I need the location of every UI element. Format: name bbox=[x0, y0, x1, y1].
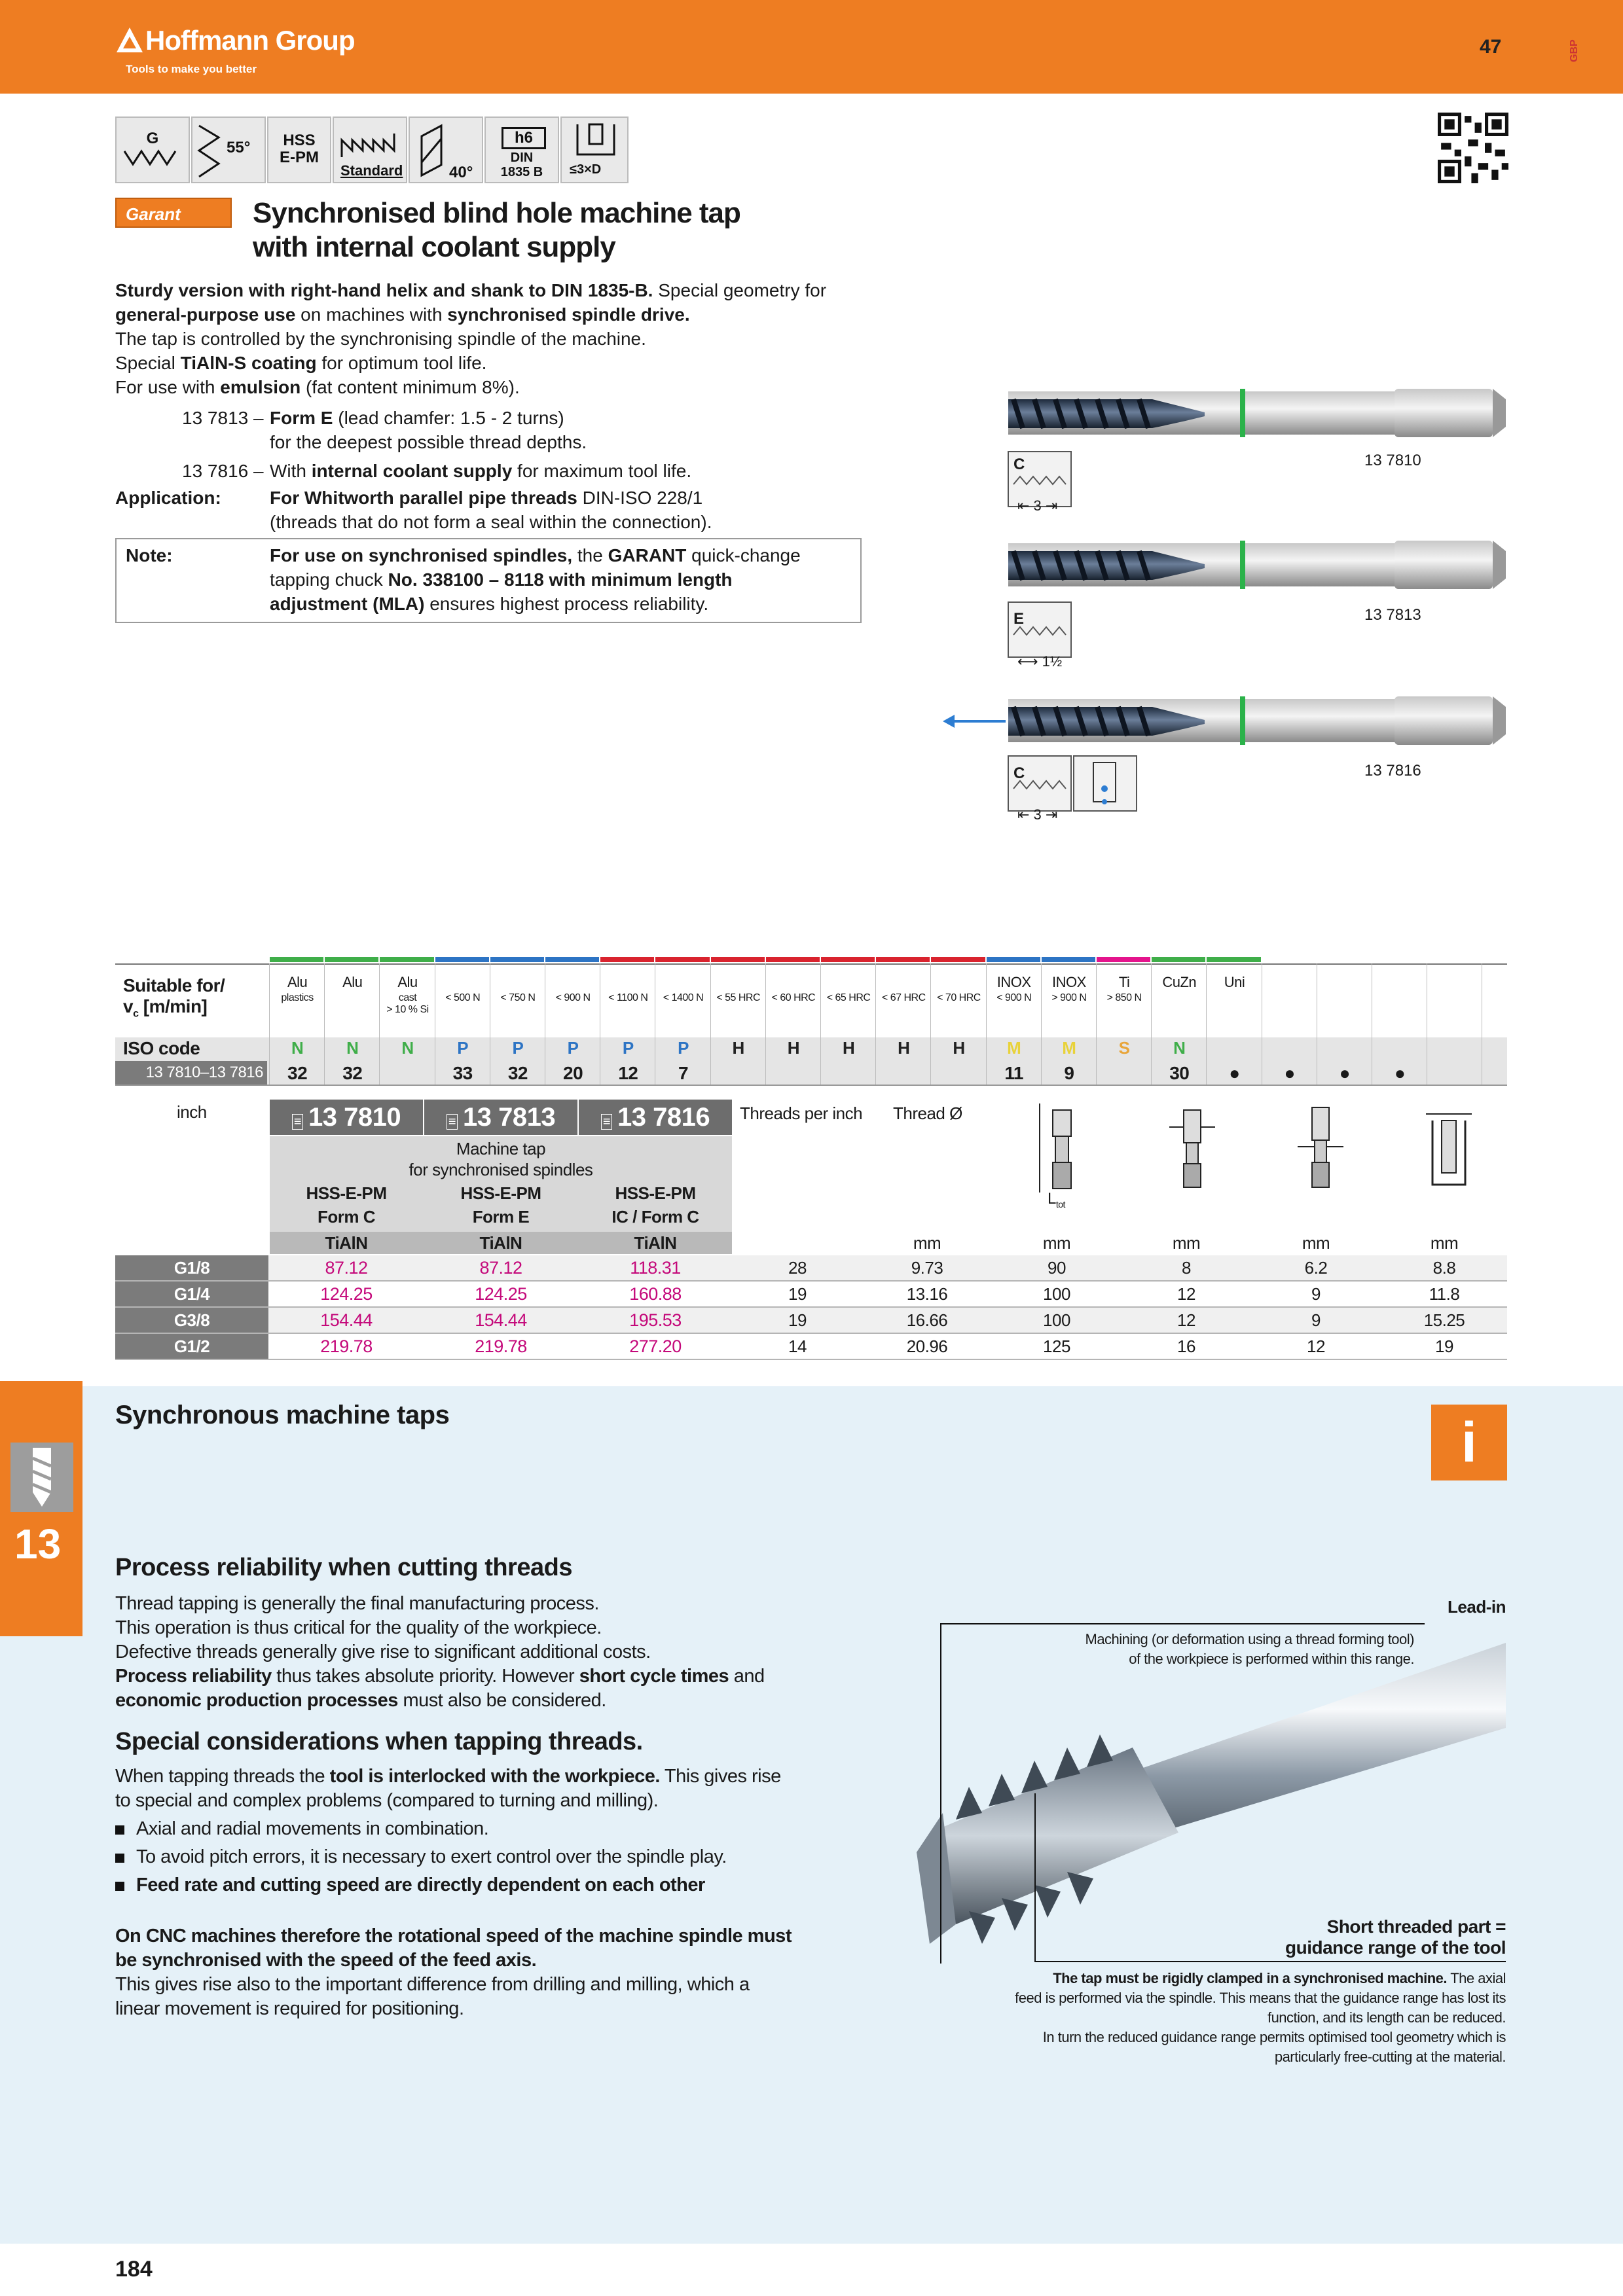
material-sub: > 850 N bbox=[1106, 992, 1142, 1003]
inch-label: inch bbox=[177, 1102, 207, 1122]
leadin-bracket bbox=[940, 1623, 941, 1964]
table-cell: 19 bbox=[788, 1310, 807, 1330]
material-color-bar bbox=[1042, 957, 1095, 962]
para-bold: short cycle times bbox=[579, 1666, 729, 1687]
col-code-13-7810: ≡ 13 7810 bbox=[270, 1100, 423, 1135]
thread-size: G1/8 bbox=[115, 1255, 268, 1280]
desc-text: quick-change bbox=[686, 545, 801, 565]
price-cell[interactable]: 160.88 bbox=[629, 1284, 682, 1304]
material-sub: < 900 N bbox=[996, 992, 1032, 1003]
desc-bold: Sturdy version with right-hand helix and shank to DIN 1835-B. bbox=[115, 280, 653, 300]
application-text bbox=[270, 486, 702, 510]
price-cell[interactable]: 124.25 bbox=[475, 1284, 527, 1304]
material-color-bar bbox=[1482, 957, 1536, 962]
para-text: and bbox=[729, 1666, 765, 1687]
cutting-speed: 7 bbox=[678, 1063, 689, 1083]
product-title bbox=[253, 196, 740, 264]
table-cell: 8 bbox=[1182, 1258, 1191, 1278]
leadin-line-1: Machining (or deformation using a thread forming tool) bbox=[1085, 1631, 1414, 1647]
material-name: INOX bbox=[1051, 974, 1086, 990]
hoffmann-logo-icon bbox=[115, 26, 144, 55]
symbol-standard-label: Standard bbox=[340, 162, 403, 179]
tool3-chamfer: ⇤ 3 ⇥ bbox=[1017, 806, 1058, 823]
table-cell: 125 bbox=[1043, 1336, 1070, 1356]
para-text: When tapping threads the bbox=[115, 1766, 330, 1787]
unit-hole: mm bbox=[1430, 1233, 1459, 1253]
unit-square: mm bbox=[1302, 1233, 1330, 1253]
symbol-depth-label: ≤3×D bbox=[570, 162, 602, 177]
item2-text bbox=[270, 459, 691, 483]
short-text-4: In turn the reduced guidance range permits optimised tool geometry which is bbox=[1042, 2029, 1506, 2045]
desc-text: The tap is controlled by the synchronising spindle of the machine. bbox=[115, 329, 646, 349]
desc-bold: adjustment (MLA) bbox=[270, 594, 425, 614]
table-cell: 100 bbox=[1043, 1310, 1070, 1330]
table-cell: 100 bbox=[1043, 1284, 1070, 1304]
cutting-speed: ● bbox=[1229, 1063, 1240, 1083]
coating-3: TiAlN bbox=[634, 1233, 677, 1253]
material-color-bar bbox=[931, 957, 985, 962]
material-name: Alu bbox=[342, 974, 363, 990]
symbol-thread-label: G bbox=[146, 130, 159, 147]
col-code-2: 13 7813 bbox=[463, 1103, 556, 1132]
table-cell: 6.2 bbox=[1304, 1258, 1328, 1278]
material-color-bar bbox=[1317, 957, 1371, 962]
short-title-2: guidance range of the tool bbox=[1285, 1937, 1506, 1958]
material-sub: < 65 HRC bbox=[826, 992, 871, 1003]
short-text-2: feed is performed via the spindle. This means that the guidance range has lost its bbox=[1015, 1990, 1506, 2006]
tool2-chamfer: ⟷ 1½ bbox=[1017, 653, 1063, 670]
iso-code: M bbox=[1062, 1038, 1076, 1058]
material-color-bar bbox=[490, 957, 544, 962]
desc-bold: For use on synchronised spindles, bbox=[270, 545, 573, 565]
material-color-bar bbox=[821, 957, 875, 962]
desc-text: For use with bbox=[115, 377, 221, 397]
desc-text: DIN-ISO 228/1 bbox=[577, 488, 703, 508]
bullet-3: Feed rate and cutting speed are directly dependent on each other bbox=[136, 1874, 705, 1895]
iso-code: N bbox=[1173, 1038, 1186, 1058]
price-cell[interactable]: 219.78 bbox=[475, 1336, 527, 1356]
tool1-form: C bbox=[1013, 456, 1025, 473]
material-color-bar bbox=[987, 957, 1040, 962]
bullet-2: To avoid pitch errors, it is necessary to exert control over the spindle play. bbox=[136, 1846, 727, 1867]
cutting-speed: ● bbox=[1284, 1063, 1295, 1083]
table-cell: 13.16 bbox=[906, 1284, 948, 1304]
column-separator bbox=[930, 963, 931, 1085]
short-text-1: The axial bbox=[1447, 1970, 1506, 1986]
iso-code: H bbox=[842, 1038, 855, 1058]
column-separator bbox=[820, 963, 821, 1085]
table-cell: 9 bbox=[1311, 1284, 1321, 1304]
bullet-1: Axial and radial movements in combination. bbox=[136, 1818, 489, 1839]
info-icon[interactable]: i bbox=[1431, 1405, 1507, 1480]
desc-text: the bbox=[572, 545, 608, 565]
cutting-speed: 32 bbox=[287, 1063, 308, 1083]
blind-hole-icon bbox=[575, 122, 617, 158]
desc-bold: Form E bbox=[270, 408, 333, 428]
cutting-speed: ● bbox=[1339, 1063, 1351, 1083]
price-cell[interactable]: 277.20 bbox=[629, 1336, 682, 1356]
tool2-form: E bbox=[1013, 610, 1025, 628]
iso-code: P bbox=[678, 1038, 689, 1058]
tool-13-7816 bbox=[943, 696, 1506, 745]
cutting-speed: 32 bbox=[342, 1063, 363, 1083]
material-name: Alu bbox=[397, 974, 418, 990]
material-color-bar bbox=[1207, 957, 1260, 962]
desc-text: for maximum tool life. bbox=[512, 461, 692, 481]
cutting-speed: 12 bbox=[618, 1063, 638, 1083]
product-title-line2: with internal coolant supply bbox=[253, 231, 615, 263]
price-cell[interactable]: 154.44 bbox=[475, 1310, 527, 1330]
symbol-shank-tol: h6 bbox=[501, 127, 546, 149]
region-code: GBP bbox=[1569, 39, 1580, 62]
material-name: INOX bbox=[996, 974, 1031, 990]
material-color-bar bbox=[270, 957, 323, 962]
form-2: Form E bbox=[472, 1207, 530, 1227]
special-heading: Special considerations when tapping threads. bbox=[115, 1728, 643, 1755]
suitable-title-sub: c bbox=[133, 1008, 139, 1020]
material-sub: < 1400 N bbox=[663, 992, 704, 1003]
symbol-material bbox=[267, 117, 331, 183]
unit-length: mm bbox=[1042, 1233, 1071, 1253]
thread-dia-header: Thread Ø bbox=[893, 1103, 962, 1123]
material-color-bar bbox=[1097, 957, 1150, 962]
table-cell: 16 bbox=[1177, 1336, 1195, 1356]
desc-text: With bbox=[270, 461, 312, 481]
material-color-bar bbox=[711, 957, 765, 962]
material-color-bar bbox=[1427, 957, 1481, 962]
desc-text: (fat content minimum 8%). bbox=[301, 377, 520, 397]
material-sub: cast > 10 % Si bbox=[386, 992, 429, 1015]
table-cell: 12 bbox=[1177, 1310, 1195, 1330]
symbol-standard bbox=[333, 117, 407, 183]
note-label: Note: bbox=[126, 545, 173, 565]
form-3: IC / Form C bbox=[611, 1207, 699, 1227]
item1-text-2: for the deepest possible thread depths. bbox=[270, 432, 587, 452]
coating-2: TiAlN bbox=[479, 1233, 522, 1253]
leadin-line-2: of the workpiece is performed within this range. bbox=[1129, 1651, 1414, 1667]
material-sub: < 1100 N bbox=[608, 992, 648, 1003]
short-text bbox=[969, 1969, 1506, 2067]
brand-tagline: Tools to make you better bbox=[126, 63, 257, 75]
cnc-line-1: On CNC machines therefore the rotational speed of the machine spindle must bbox=[115, 1926, 792, 1946]
page-number-top: 47 bbox=[1480, 36, 1502, 58]
table-cell: 9.73 bbox=[911, 1258, 943, 1278]
material-color-bar bbox=[1152, 957, 1205, 962]
desc-text: (lead chamfer: 1.5 - 2 turns) bbox=[333, 408, 564, 428]
iso-label: ISO code bbox=[123, 1038, 200, 1058]
symbol-angle bbox=[191, 117, 266, 183]
tool3-form: C bbox=[1013, 764, 1025, 782]
description-block bbox=[115, 278, 901, 399]
iso-code: N bbox=[401, 1038, 414, 1058]
price-cell[interactable]: 118.31 bbox=[630, 1258, 681, 1278]
suitable-title-1: Suitable for/ bbox=[123, 975, 225, 996]
suitable-title-2: [m/min] bbox=[138, 996, 208, 1016]
tool-13-7813 bbox=[1008, 541, 1506, 589]
standard-tool-icon bbox=[339, 127, 402, 160]
item1-text bbox=[270, 406, 564, 430]
iso-code: P bbox=[457, 1038, 469, 1058]
column-separator bbox=[875, 963, 876, 1085]
for-spindles-label: for synchronised spindles bbox=[409, 1160, 593, 1179]
table-cell: 19 bbox=[1435, 1336, 1453, 1356]
chapter-number: 13 bbox=[14, 1520, 62, 1568]
ltot-label: $L_{tot}$ bbox=[1048, 1190, 1065, 1210]
desc-text: on machines with bbox=[295, 304, 448, 325]
note-text bbox=[270, 543, 859, 616]
material-1: HSS-E-PM bbox=[306, 1183, 387, 1203]
para-text: thus takes absolute priority. However bbox=[271, 1666, 579, 1687]
tool2-chamfer-value: 1½ bbox=[1042, 653, 1063, 670]
material-sub: > 900 N bbox=[1051, 992, 1087, 1003]
cnc-line-3: This gives rise also to the important difference from drilling and milling, which a bbox=[115, 1974, 750, 1995]
para-text: This gives rise bbox=[659, 1766, 781, 1787]
garant-badge: Garant bbox=[115, 198, 232, 228]
para-line: Thread tapping is generally the final manufacturing process. bbox=[115, 1593, 599, 1614]
square-size-icon bbox=[1291, 1101, 1350, 1193]
material-sub: < 55 HRC bbox=[716, 992, 761, 1003]
table-cell: 12 bbox=[1177, 1284, 1195, 1304]
coating-1: TiAlN bbox=[325, 1233, 368, 1253]
tool2-ref: 13 7813 bbox=[1364, 606, 1421, 624]
material-color-bar bbox=[655, 957, 709, 962]
table-cell: 8.8 bbox=[1432, 1258, 1456, 1278]
unit-shank: mm bbox=[1172, 1233, 1201, 1253]
short-bold: The tap must be rigidly clamped in a synchronised machine. bbox=[1053, 1970, 1448, 1986]
unit-dia: mm bbox=[913, 1233, 941, 1253]
col-code-1: 13 7810 bbox=[308, 1103, 401, 1132]
material-color-bar bbox=[1262, 957, 1316, 962]
leadin-title: Lead-in bbox=[1448, 1597, 1506, 1617]
material-2: HSS-E-PM bbox=[460, 1183, 541, 1203]
symbol-angle-label: 55° bbox=[227, 139, 251, 156]
material-name: Alu bbox=[287, 974, 308, 990]
range-label: 13 7810–13 7816 bbox=[115, 1061, 267, 1085]
cnc-line-4: linear movement is required for positioning. bbox=[115, 1998, 464, 2019]
short-line bbox=[1034, 1961, 1506, 1962]
price-cell[interactable]: 154.44 bbox=[320, 1310, 373, 1330]
cnc-text bbox=[115, 1924, 940, 2021]
cutting-speed: 32 bbox=[507, 1063, 528, 1083]
iso-code: N bbox=[291, 1038, 304, 1058]
table-cell: 14 bbox=[788, 1336, 807, 1356]
para-line: to special and complex problems (compared to turning and milling). bbox=[115, 1790, 659, 1811]
table-cell: 9 bbox=[1311, 1310, 1321, 1330]
thread-size: G3/8 bbox=[115, 1308, 268, 1333]
para-bold: tool is interlocked with the workpiece. bbox=[329, 1766, 660, 1787]
price-cell[interactable]: 87.12 bbox=[479, 1258, 522, 1278]
angle-zigzag-icon bbox=[196, 123, 223, 179]
short-title-1: Short threaded part = bbox=[1326, 1916, 1506, 1937]
desc-text: tapping chuck bbox=[270, 569, 388, 590]
desc-bold: internal coolant supply bbox=[311, 461, 513, 481]
item2-code: 13 7816 – bbox=[182, 461, 264, 481]
machine-tap-label: Machine tap bbox=[456, 1139, 546, 1158]
iso-code: H bbox=[898, 1038, 910, 1058]
drill-tab-icon bbox=[10, 1443, 73, 1512]
material-sub: plastics bbox=[281, 992, 314, 1003]
material-color-bar bbox=[325, 957, 378, 962]
price-cell[interactable]: 195.53 bbox=[629, 1310, 682, 1330]
process-text bbox=[115, 1592, 914, 1713]
table-cell: 28 bbox=[788, 1258, 807, 1278]
iso-code: P bbox=[622, 1038, 634, 1058]
short-text-5: particularly free-cutting at the material. bbox=[1274, 2049, 1506, 2065]
cutting-speed: 20 bbox=[563, 1063, 583, 1083]
leadin-text bbox=[969, 1630, 1414, 1669]
material-color-bar bbox=[380, 957, 433, 962]
desc-bold: synchronised spindle drive. bbox=[447, 304, 690, 325]
desc-bold: TiAlN-S coating bbox=[180, 353, 317, 373]
material-color-bar bbox=[600, 957, 654, 962]
suitable-title bbox=[123, 975, 225, 1025]
thread-size: G1/4 bbox=[115, 1282, 268, 1306]
para-bold: economic production processes bbox=[115, 1690, 398, 1711]
iso-code: S bbox=[1118, 1038, 1130, 1058]
brand-name: Hoffmann Group bbox=[145, 25, 355, 56]
short-bracket bbox=[1034, 1793, 1036, 1962]
table-cell: 12 bbox=[1307, 1336, 1325, 1356]
material-color-bar bbox=[545, 957, 599, 962]
price-cell[interactable]: 219.78 bbox=[320, 1336, 373, 1356]
symbol-shank-std: DIN 1835 B bbox=[500, 151, 543, 179]
table-cell: 16.66 bbox=[906, 1310, 948, 1330]
material-sub: < 70 HRC bbox=[937, 992, 981, 1003]
table-cell: 20.96 bbox=[906, 1336, 948, 1356]
item1-code: 13 7813 – bbox=[182, 408, 264, 428]
cnc-line-2: be synchronised with the speed of the feed axis. bbox=[115, 1950, 537, 1971]
table-cell: 90 bbox=[1048, 1258, 1066, 1278]
ltot-sub: tot bbox=[1055, 1198, 1065, 1210]
tool1-chamfer: ⇤ 3 ⇥ bbox=[1017, 497, 1058, 514]
desc-bold: emulsion bbox=[220, 377, 301, 397]
material-name: Uni bbox=[1224, 974, 1245, 990]
tool3-chamfer-value: 3 bbox=[1033, 806, 1042, 823]
desc-text: Special geometry for bbox=[653, 280, 827, 300]
material-sub: < 900 N bbox=[555, 992, 591, 1003]
thread-size: G1/2 bbox=[115, 1334, 268, 1359]
shank-dia-icon bbox=[1163, 1101, 1222, 1193]
symbol-depth bbox=[560, 117, 629, 183]
para-bold: Process reliability bbox=[115, 1666, 272, 1687]
col-code-3: 13 7816 bbox=[617, 1103, 710, 1132]
threads-per-inch-header: Threads per inch bbox=[740, 1103, 863, 1123]
leadin-line bbox=[940, 1623, 1425, 1624]
table-cell: 19 bbox=[788, 1284, 807, 1304]
desc-text: Special bbox=[115, 353, 181, 373]
tool1-ref: 13 7810 bbox=[1364, 452, 1421, 469]
material-color-bar bbox=[876, 957, 930, 962]
col-code-13-7813: ≡ 13 7813 bbox=[424, 1100, 577, 1135]
iso-code: M bbox=[1007, 1038, 1021, 1058]
symbol-thread-g bbox=[115, 117, 190, 183]
column-separator bbox=[765, 963, 766, 1085]
material-name: CuZn bbox=[1162, 974, 1197, 990]
symbol-helix-label: 40° bbox=[449, 164, 473, 181]
material-color-bar bbox=[1372, 957, 1426, 962]
tool-drawings bbox=[943, 380, 1519, 831]
iso-code: P bbox=[567, 1038, 579, 1058]
material-color-bar bbox=[766, 957, 820, 962]
iso-code: H bbox=[953, 1038, 965, 1058]
short-text-3: function, and its length can be reduced. bbox=[1267, 2009, 1506, 2026]
application-label: Application: bbox=[115, 488, 221, 508]
desc-bold: GARANT bbox=[608, 545, 687, 565]
product-title-line1: Synchronised blind hole machine tap bbox=[253, 197, 740, 229]
special-text bbox=[115, 1765, 914, 1897]
material-name: Ti bbox=[1118, 974, 1130, 990]
material-3: HSS-E-PM bbox=[615, 1183, 696, 1203]
section-title: Synchronous machine taps bbox=[115, 1401, 450, 1429]
iso-code: H bbox=[732, 1038, 744, 1058]
tool3-ref: 13 7816 bbox=[1364, 762, 1421, 780]
desc-bold: No. 338100 – 8118 with minimum length bbox=[388, 569, 733, 590]
desc-bold: For Whitworth parallel pipe threads bbox=[270, 488, 577, 508]
para-text: must also be considered. bbox=[397, 1690, 606, 1711]
coolant-arrow-icon bbox=[943, 715, 955, 728]
tool1-chamfer-value: 3 bbox=[1033, 497, 1042, 514]
suitable-title-v: v bbox=[123, 996, 134, 1016]
desc-text: for optimum tool life. bbox=[316, 353, 487, 373]
table-cell: 11.8 bbox=[1429, 1284, 1460, 1304]
core-hole-icon bbox=[1419, 1101, 1478, 1193]
para-line: Defective threads generally give rise to significant additional costs. bbox=[115, 1641, 651, 1662]
price-cell[interactable]: 87.12 bbox=[325, 1258, 368, 1278]
symbol-helix bbox=[409, 117, 483, 183]
material-sub: < 67 HRC bbox=[881, 992, 926, 1003]
desc-bold: general-purpose use bbox=[115, 304, 296, 325]
cutting-speed: 33 bbox=[452, 1063, 473, 1083]
cutting-speed: 9 bbox=[1064, 1063, 1074, 1083]
process-heading: Process reliability when cutting threads bbox=[115, 1554, 572, 1581]
cutting-speed: 11 bbox=[1004, 1063, 1023, 1083]
tool-13-7810 bbox=[1008, 389, 1506, 437]
desc-text: ensures highest process reliability. bbox=[424, 594, 709, 614]
material-color-bar bbox=[435, 957, 489, 962]
material-sub: < 500 N bbox=[445, 992, 481, 1003]
application-text-2: (threads that do not form a seal within the connection). bbox=[270, 512, 712, 532]
iso-code: N bbox=[346, 1038, 359, 1058]
iso-code: P bbox=[512, 1038, 524, 1058]
total-length-icon bbox=[1029, 1101, 1108, 1206]
form-1: Form C bbox=[318, 1207, 375, 1227]
page-number: 184 bbox=[115, 2257, 153, 2282]
iso-code: H bbox=[787, 1038, 800, 1058]
short-title bbox=[1178, 1916, 1506, 1958]
qr-code[interactable] bbox=[1438, 113, 1508, 183]
cutting-speed: 30 bbox=[1169, 1063, 1190, 1083]
col-code-13-7816: ≡ 13 7816 bbox=[579, 1100, 732, 1135]
symbol-material-label: HSS E-PM bbox=[280, 132, 319, 166]
cutting-speed: ● bbox=[1394, 1063, 1406, 1083]
thread-profile-icon bbox=[123, 148, 182, 168]
material-sub: < 750 N bbox=[500, 992, 536, 1003]
symbol-shank bbox=[484, 117, 559, 183]
table-cell: 15.25 bbox=[1423, 1310, 1465, 1330]
para-line: This operation is thus critical for the quality of the workpiece. bbox=[115, 1617, 602, 1638]
price-cell[interactable]: 124.25 bbox=[320, 1284, 373, 1304]
material-sub: < 60 HRC bbox=[771, 992, 816, 1003]
column-separator bbox=[710, 963, 711, 1085]
